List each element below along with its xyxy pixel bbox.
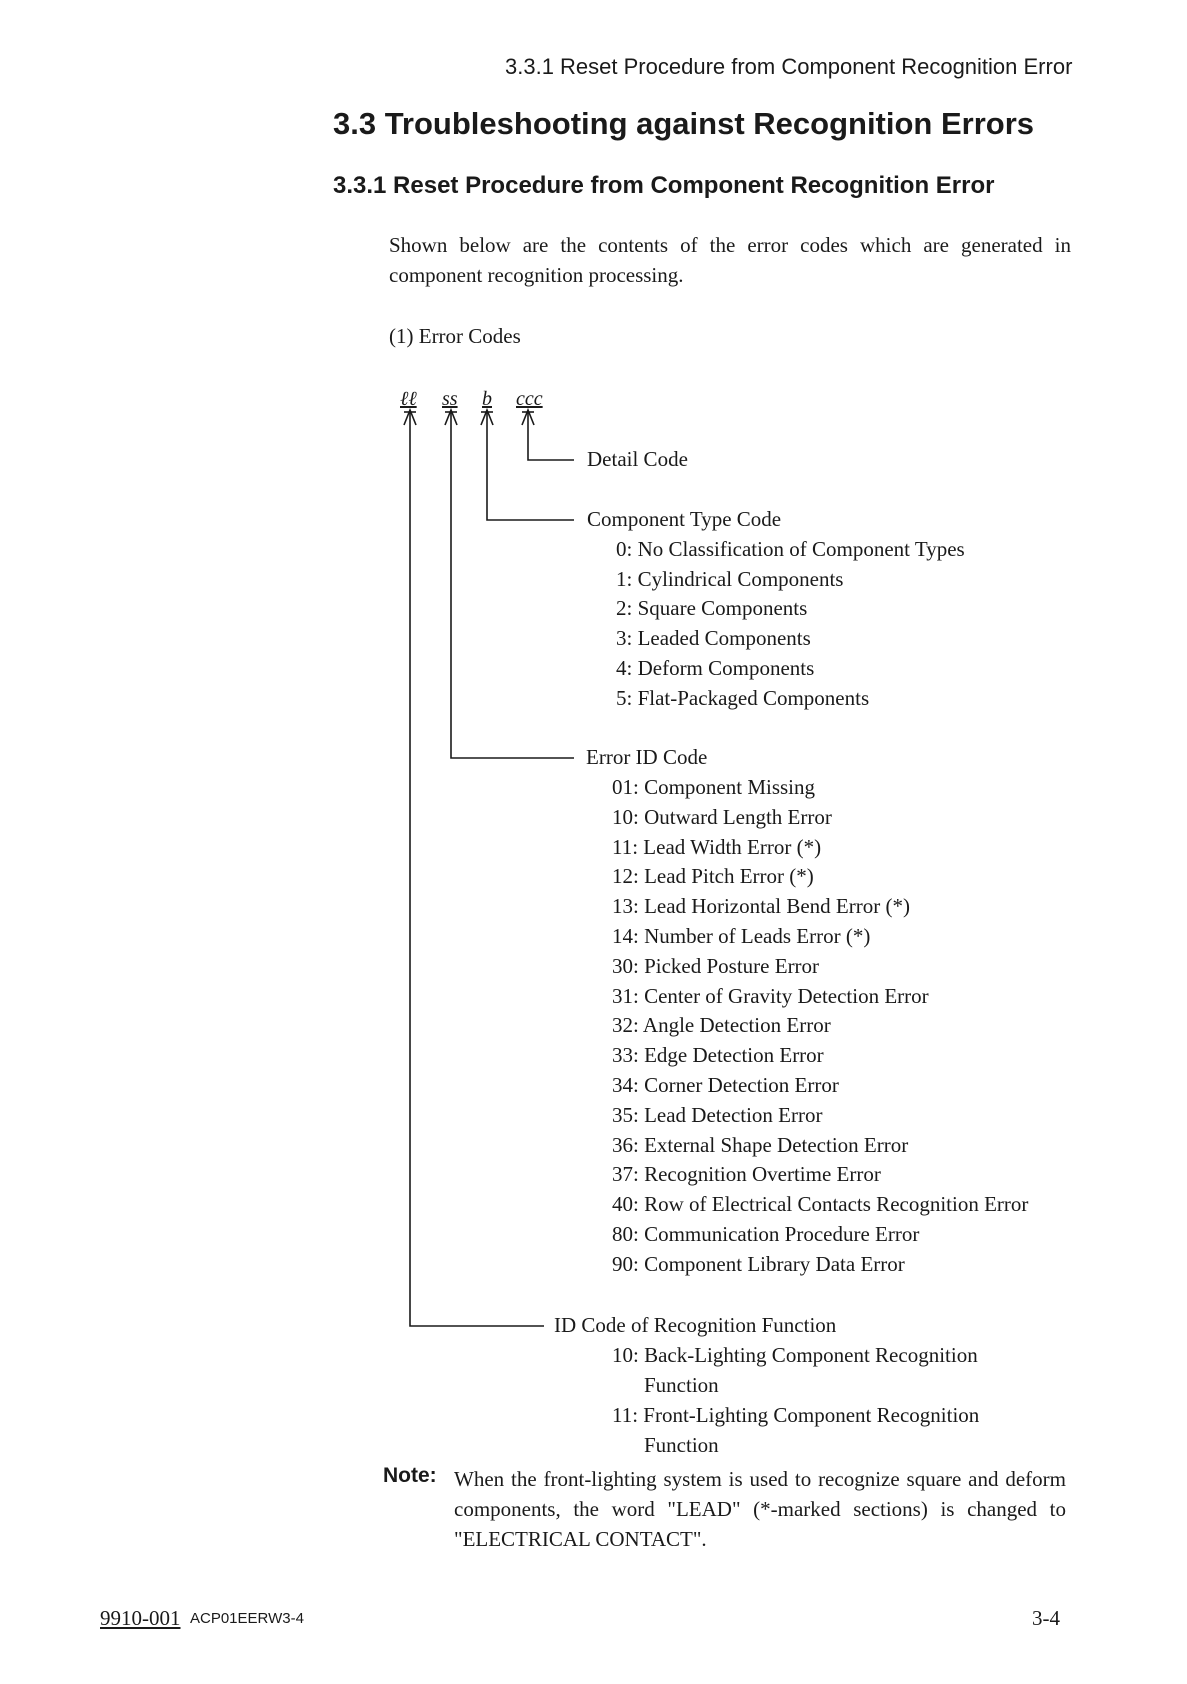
note-text: When the front-lighting system is used to recognize square and deform components, the word "LEAD" (*-marked sections) is changed to "ELECTRICAL CONTACT". bbox=[454, 1467, 1066, 1551]
detail-code-title: Detail Code bbox=[587, 447, 688, 471]
function-id-item: 11: Front-Lighting Component Recognition bbox=[612, 1403, 980, 1427]
footer-page-number: 3-4 bbox=[1032, 1606, 1060, 1630]
function-id-item: 10: Back-Lighting Component Recognition bbox=[612, 1343, 978, 1367]
running-header: 3.3.1 Reset Procedure from Component Recognition Error bbox=[505, 54, 1073, 79]
component-type-item: 0: No Classification of Component Types bbox=[616, 537, 965, 561]
error-id-item: 30: Picked Posture Error bbox=[612, 954, 820, 978]
list-heading: (1) Error Codes bbox=[389, 324, 521, 348]
error-id-item: 34: Corner Detection Error bbox=[612, 1073, 839, 1097]
error-id-item: 35: Lead Detection Error bbox=[612, 1103, 823, 1127]
component-type-title: Component Type Code bbox=[587, 507, 782, 531]
footer-doc-code: ACP01EERW3-4 bbox=[190, 1610, 304, 1627]
error-id-item: 12: Lead Pitch Error (*) bbox=[612, 864, 814, 888]
error-id-item: 11: Lead Width Error (*) bbox=[612, 835, 822, 859]
bracket-component-type bbox=[487, 411, 574, 520]
bracket-function-id bbox=[410, 411, 544, 1326]
component-type-item: 1: Cylindrical Components bbox=[616, 567, 844, 591]
code-label-ss: ss bbox=[442, 388, 458, 410]
bracket-detail bbox=[528, 411, 574, 460]
section-title: 3.3 Troubleshooting against Recognition Errors bbox=[333, 106, 1035, 141]
error-id-item: 80: Communication Procedure Error bbox=[612, 1222, 920, 1246]
error-id-item: 90: Component Library Data Error bbox=[612, 1252, 905, 1276]
error-id-item: 36: External Shape Detection Error bbox=[612, 1133, 909, 1157]
error-id-item: 13: Lead Horizontal Bend Error (*) bbox=[612, 894, 910, 918]
error-id-item: 14: Number of Leads Error (*) bbox=[612, 924, 871, 948]
intro-paragraph: Shown below are the contents of the error codes which are generated in component recognition processing. bbox=[389, 233, 1071, 287]
footer-doc-number: 9910-001 bbox=[100, 1606, 181, 1630]
code-label-ccc: ccc bbox=[516, 388, 543, 410]
bracket-error-id bbox=[451, 411, 574, 758]
component-type-item: 5: Flat-Packaged Components bbox=[616, 686, 870, 710]
code-label-b: b bbox=[482, 388, 492, 410]
error-id-item: 31: Center of Gravity Detection Error bbox=[612, 984, 929, 1008]
error-id-item: 40: Row of Electrical Contacts Recognition Error bbox=[612, 1192, 1029, 1216]
component-type-item: 2: Square Components bbox=[616, 596, 808, 620]
error-id-title: Error ID Code bbox=[586, 745, 708, 769]
component-type-item: 4: Deform Components bbox=[616, 656, 815, 680]
function-id-item-cont: Function bbox=[644, 1373, 719, 1397]
error-id-item: 33: Edge Detection Error bbox=[612, 1043, 824, 1067]
function-id-title: ID Code of Recognition Function bbox=[554, 1313, 837, 1337]
function-id-item-cont: Function bbox=[644, 1433, 719, 1457]
error-id-item: 32: Angle Detection Error bbox=[612, 1013, 831, 1037]
note-label: Note: bbox=[383, 1464, 437, 1487]
error-id-item: 37: Recognition Overtime Error bbox=[612, 1162, 881, 1186]
error-id-item: 01: Component Missing bbox=[612, 775, 816, 799]
component-type-item: 3: Leaded Components bbox=[616, 626, 811, 650]
error-id-item: 10: Outward Length Error bbox=[612, 805, 832, 829]
subsection-title: 3.3.1 Reset Procedure from Component Recognition Error bbox=[333, 172, 995, 199]
code-label-ll: ℓℓ bbox=[400, 388, 417, 410]
